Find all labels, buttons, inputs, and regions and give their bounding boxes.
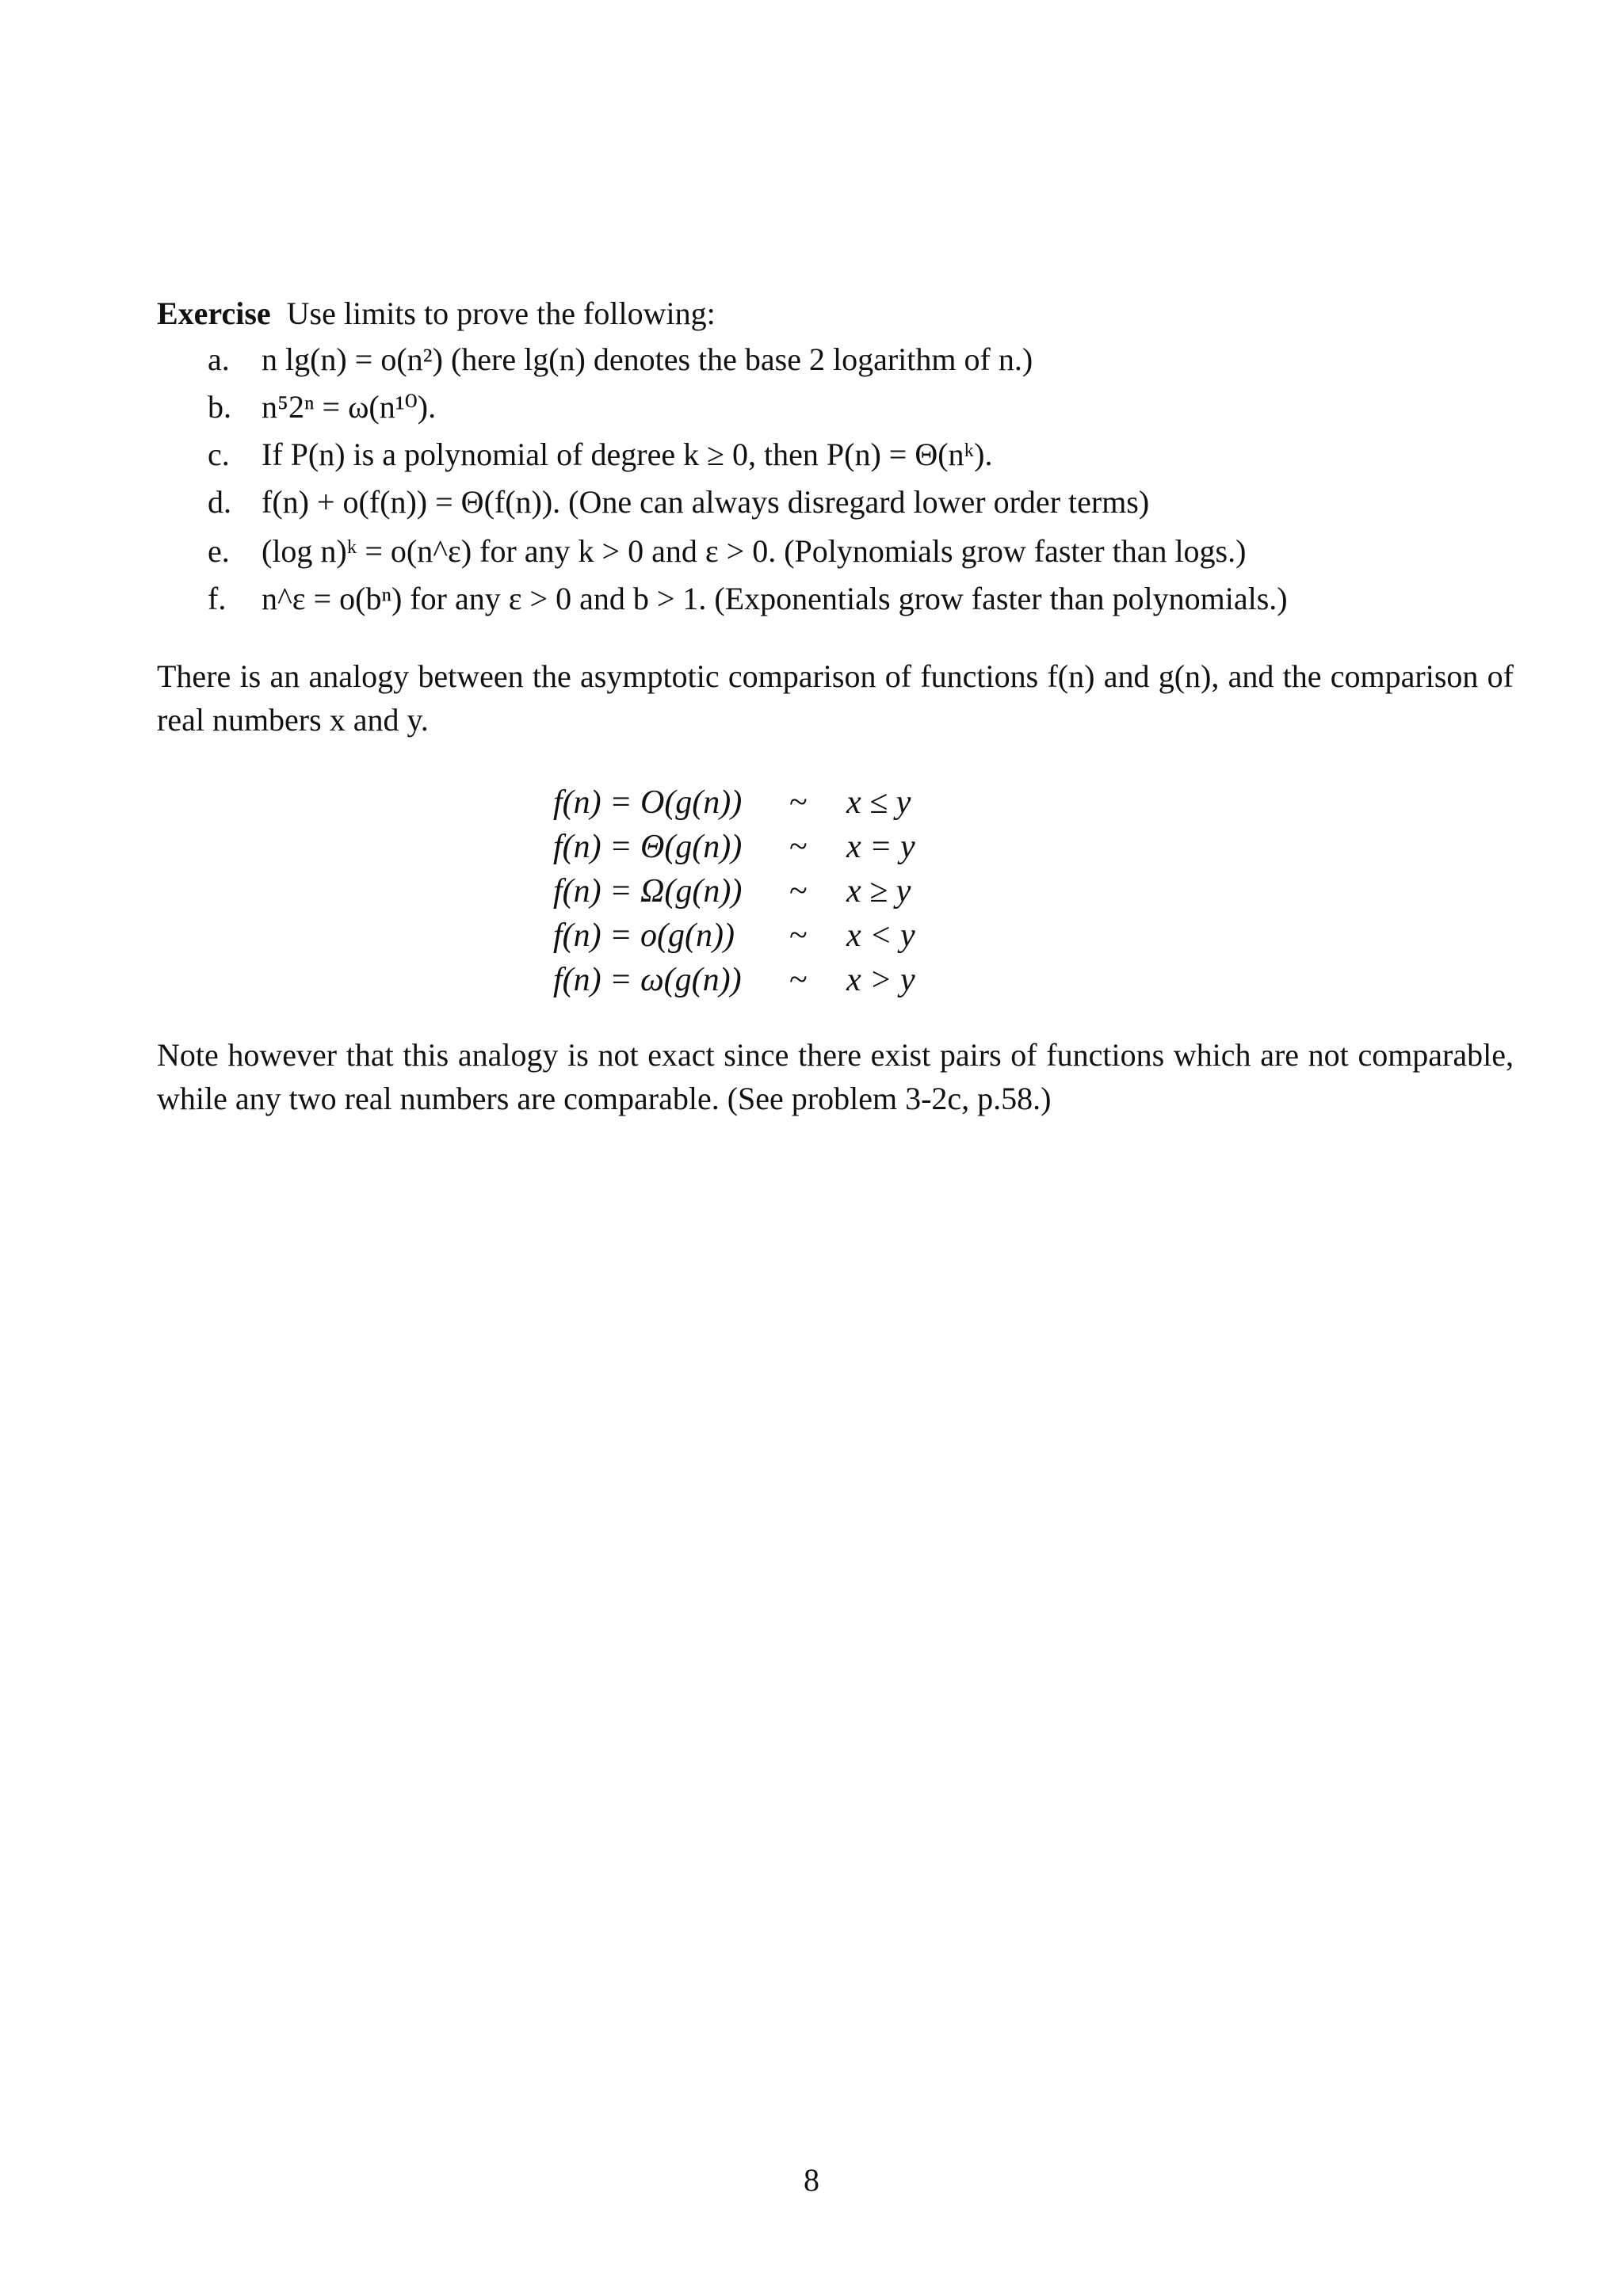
analogy-tilde: ~ — [789, 873, 808, 910]
exercise-heading-text: Use limits to prove the following: — [286, 296, 716, 331]
item-label: e. — [208, 533, 230, 569]
analogy-number-relation: x = y — [846, 829, 915, 865]
item-text: n^ε = o(bⁿ) for any ε > 0 and b > 1. (Exponentials grow faster than polynomials.) — [262, 581, 1288, 616]
analogy-row — [0, 783, 1623, 822]
item-text: (log n)ᵏ = o(n^ε) for any k > 0 and ε > 0. (Polynomials grow faster than logs.) — [262, 533, 1247, 569]
analogy-number-relation: x ≤ y — [846, 784, 911, 821]
exercise-heading-bold: Exercise — [157, 296, 271, 331]
analogy-number-relation: x < y — [846, 917, 915, 954]
analogy-intro-paragraph: There is an analogy between the asymptotic comparison of functions f(n) and g(n), and the comparison of real numbers x and y. — [157, 658, 1514, 738]
item-label: c. — [208, 437, 230, 472]
item-text: If P(n) is a polynomial of degree k ≥ 0, then P(n) = Θ(nᵏ). — [262, 437, 993, 472]
analogy-tilde: ~ — [789, 784, 808, 821]
analogy-tilde: ~ — [789, 917, 808, 954]
item-label: a. — [208, 341, 230, 377]
item-label: b. — [208, 389, 231, 425]
item-text: f(n) + o(f(n)) = Θ(f(n)). (One can always disregard lower order terms) — [262, 484, 1150, 520]
exercise-heading — [157, 295, 716, 333]
analogy-function-relation: f(n) = Θ(g(n)) — [553, 829, 743, 865]
analogy-function-relation: f(n) = ω(g(n)) — [553, 962, 742, 998]
page-number: 8 — [804, 2162, 819, 2198]
analogy-row — [0, 827, 1623, 867]
analogy-row — [0, 916, 1623, 955]
item-text: n⁵2ⁿ = ω(n¹⁰). — [262, 389, 437, 425]
analogy-function-relation: f(n) = O(g(n)) — [553, 784, 743, 821]
item-label: f. — [208, 581, 227, 616]
item-label: d. — [208, 484, 231, 520]
analogy-row — [0, 871, 1623, 911]
item-text: n lg(n) = o(n²) (here lg(n) denotes the base 2 logarithm of n.) — [262, 341, 1033, 377]
analogy-tilde: ~ — [789, 962, 808, 998]
analogy-number-relation: x ≥ y — [846, 873, 911, 910]
analogy-function-relation: f(n) = Ω(g(n)) — [553, 873, 743, 910]
analogy-row — [0, 960, 1623, 1000]
note-paragraph: Note however that this analogy is not exact since there exist pairs of functions which are not comparable, while any two real numbers are comparable. (See problem 3-2c, p.58.) — [157, 1037, 1514, 1116]
analogy-function-relation: f(n) = o(g(n)) — [553, 917, 735, 954]
analogy-number-relation: x > y — [846, 962, 915, 998]
analogy-tilde: ~ — [789, 829, 808, 865]
